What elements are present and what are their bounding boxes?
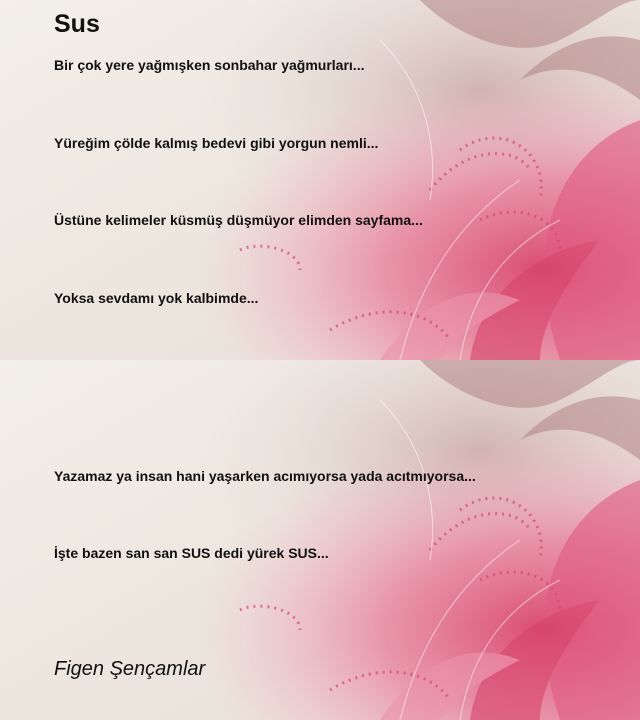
poem-title: Sus — [54, 10, 100, 38]
poem-author: Figen Şençamlar — [54, 658, 206, 680]
poem-line-2: Yüreğim çölde kalmış bedevi gibi yorgun nemli... — [54, 135, 379, 151]
poem-line-3: Üstüne kelimeler küsmüş düşmüyor elimden sayfama... — [54, 212, 423, 228]
poem-line-6: İşte bazen san san SUS dedi yürek SUS... — [54, 545, 329, 561]
poem-line-5: Yazamaz ya insan hani yaşarken acımıyorsa yada acıtmıyorsa... — [54, 468, 476, 484]
poem-line-4: Yoksa sevdamı yok kalbimde... — [54, 290, 259, 306]
poem-line-1: Bir çok yere yağmışken sonbahar yağmurları... — [54, 57, 365, 73]
